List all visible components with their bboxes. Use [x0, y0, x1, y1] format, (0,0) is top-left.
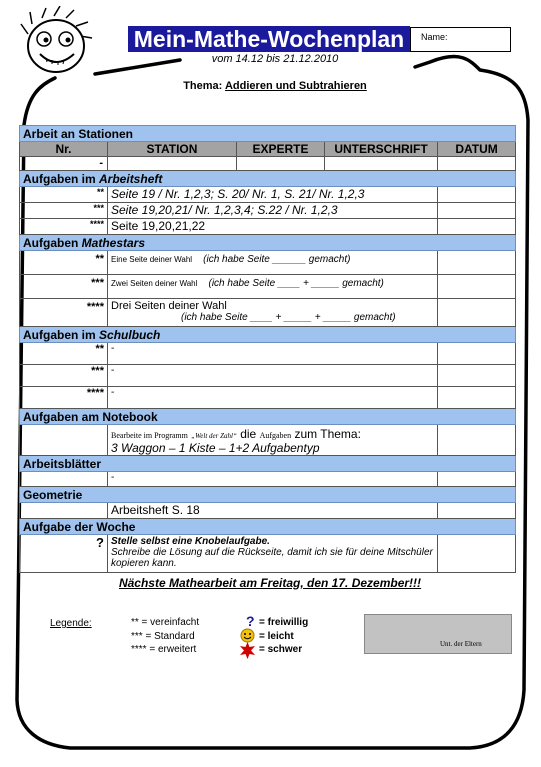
table-row: [20, 203, 516, 219]
date-cell[interactable]: [438, 187, 516, 203]
task-text: -: [108, 472, 438, 487]
section-worksheets: [20, 456, 516, 472]
legend-item: = freiwillig: [259, 617, 309, 628]
task-text: die: [240, 427, 257, 441]
weekly-plan-table: [19, 125, 516, 573]
level-stars: ***: [20, 203, 108, 219]
task-text: zum Thema:: [294, 427, 361, 441]
red-star-icon: [239, 642, 256, 659]
task-cell: [108, 251, 438, 275]
name-field[interactable]: Name:: [410, 27, 511, 52]
section-mathestars: [20, 235, 516, 251]
task-text: Seite 19 / Nr. 1,2,3; S. 20/ Nr. 1, S. 21/ Nr. 1,2,3: [108, 187, 438, 203]
section-title: Arbeitsblätter: [20, 456, 516, 472]
question-icon: ?: [246, 613, 255, 629]
task-text: -: [108, 343, 438, 365]
date-cell[interactable]: [438, 157, 516, 171]
level-stars: ****: [20, 219, 108, 235]
section-title: [20, 235, 516, 251]
table-row: [20, 187, 516, 203]
date-cell[interactable]: [438, 299, 516, 327]
program-name: „Welt der Zahl“: [191, 432, 237, 440]
date-cell[interactable]: [438, 425, 516, 456]
level-cell: [20, 472, 108, 487]
section-title: Aufgabe der Woche: [20, 519, 516, 535]
task-text: Seite 19,20,21,22: [108, 219, 438, 235]
task-text: Seite 19,20,21/ Nr. 1,2,3,4; S.22 / Nr. 1,2,3: [108, 203, 438, 219]
question-icon: ?: [20, 535, 108, 573]
level-stars: ****: [20, 387, 108, 409]
level-stars: ***: [20, 275, 108, 299]
signature-cell[interactable]: [325, 157, 438, 171]
section-stations: [20, 126, 516, 142]
table-row: [20, 251, 516, 275]
column-header: UNTERSCHRIFT: [325, 142, 438, 157]
date-range: vom 14.12 bis 21.12.2010: [211, 53, 339, 65]
task-text: Eine Seite deiner Wahl: [111, 255, 193, 264]
parent-signature-label: Unt. der Eltern: [440, 640, 482, 648]
task-text: Stelle selbst eine Knobelaufgabe.: [111, 536, 270, 547]
legend-item: **** = erweitert: [131, 644, 197, 655]
legend-item: = leicht: [259, 631, 294, 642]
date-cell[interactable]: [438, 275, 516, 299]
theme-line: [120, 80, 430, 92]
section-schulbuch: [20, 327, 516, 343]
column-header-row: [20, 142, 516, 157]
task-text: -: [108, 365, 438, 387]
table-row: [20, 299, 516, 327]
task-text: 3 Waggon – 1 Kiste – 1+2 Aufgabentyp: [111, 441, 320, 455]
date-cell[interactable]: [438, 219, 516, 235]
task-text: Drei Seiten deiner Wahl: [111, 300, 227, 312]
expert-cell[interactable]: [237, 157, 325, 171]
legend-item: *** = Standard: [131, 631, 195, 642]
level-cell: [20, 503, 108, 519]
date-cell[interactable]: [438, 503, 516, 519]
table-row: [20, 503, 516, 519]
station-cell[interactable]: [108, 157, 237, 171]
section-week: [20, 519, 516, 535]
date-cell[interactable]: [438, 535, 516, 573]
date-cell[interactable]: [438, 343, 516, 365]
task-text: Schreibe die Lösung auf die Rückseite, damit ich sie für deine Mitschüler kopieren kann.: [111, 547, 433, 569]
legend-item: = schwer: [259, 644, 303, 655]
task-text: Zwei Seiten deiner Wahl: [111, 279, 198, 288]
date-cell[interactable]: [438, 251, 516, 275]
task-cell: [108, 275, 438, 299]
task-text: Arbeitsheft S. 18: [108, 503, 438, 519]
table-row: [20, 472, 516, 487]
task-note: (ich habe Seite ____ + _____ + _____ gemacht): [181, 312, 396, 323]
table-row: [20, 387, 516, 409]
exam-notice: Nächste Mathearbeit am Freitag, den 17. Dezember!!!: [118, 576, 422, 590]
section-title: Aufgaben am Notebook: [20, 409, 516, 425]
legend-title: Legende:: [50, 618, 92, 629]
table-row: [20, 275, 516, 299]
theme-value: Addieren und Subtrahieren: [224, 80, 367, 92]
row-mark: -: [20, 157, 108, 171]
table-row: [20, 365, 516, 387]
table-row: [20, 157, 516, 171]
task-cell: [108, 425, 438, 456]
level-stars: ***: [20, 365, 108, 387]
section-title: Arbeit an Stationen: [20, 126, 516, 142]
task-text: -: [108, 387, 438, 409]
column-header: EXPERTE: [237, 142, 325, 157]
section-title-emphasis: Mathestars: [81, 235, 146, 250]
smiley-icon: [240, 628, 255, 643]
level-stars: ****: [20, 299, 108, 327]
level-stars: **: [20, 251, 108, 275]
legend-item: ** = vereinfacht: [131, 617, 200, 628]
task-text: Bearbeite im Programm: [111, 431, 188, 440]
theme-label: Thema:: [183, 80, 223, 92]
table-row: [20, 425, 516, 456]
date-cell[interactable]: [438, 365, 516, 387]
date-cell[interactable]: [438, 472, 516, 487]
section-title-text: Aufgaben im: [23, 171, 100, 186]
section-title-text: Aufgaben: [23, 235, 82, 250]
task-cell: [108, 299, 438, 327]
date-cell[interactable]: [438, 387, 516, 409]
section-title: [20, 171, 516, 187]
table-row: [20, 343, 516, 365]
level-cell: [20, 425, 108, 456]
section-notebook: [20, 409, 516, 425]
section-geometry: [20, 487, 516, 503]
parent-signature-box[interactable]: [364, 614, 512, 654]
section-title-text: Aufgaben im: [23, 327, 100, 342]
section-title-emphasis: Schulbuch: [99, 327, 161, 342]
section-title-emphasis: Arbeitsheft: [99, 171, 163, 186]
column-header: Nr.: [20, 142, 108, 157]
level-stars: **: [20, 343, 108, 365]
column-header: STATION: [108, 142, 237, 157]
section-title: Geometrie: [20, 487, 516, 503]
table-row: [20, 219, 516, 235]
task-note: (ich habe Seite ____ + _____ gemacht): [208, 278, 384, 289]
section-title: [20, 327, 516, 343]
task-note: (ich habe Seite ______ gemacht): [203, 254, 351, 265]
date-cell[interactable]: [438, 203, 516, 219]
level-stars: **: [20, 187, 108, 203]
table-row: [20, 535, 516, 573]
column-header: DATUM: [438, 142, 516, 157]
section-arbeitsheft: [20, 171, 516, 187]
page-title: Mein-Mathe-Wochenplan: [128, 26, 410, 52]
task-text: Aufgaben: [259, 431, 292, 440]
face-drawing-icon: [16, 6, 96, 78]
task-cell: [108, 535, 438, 573]
